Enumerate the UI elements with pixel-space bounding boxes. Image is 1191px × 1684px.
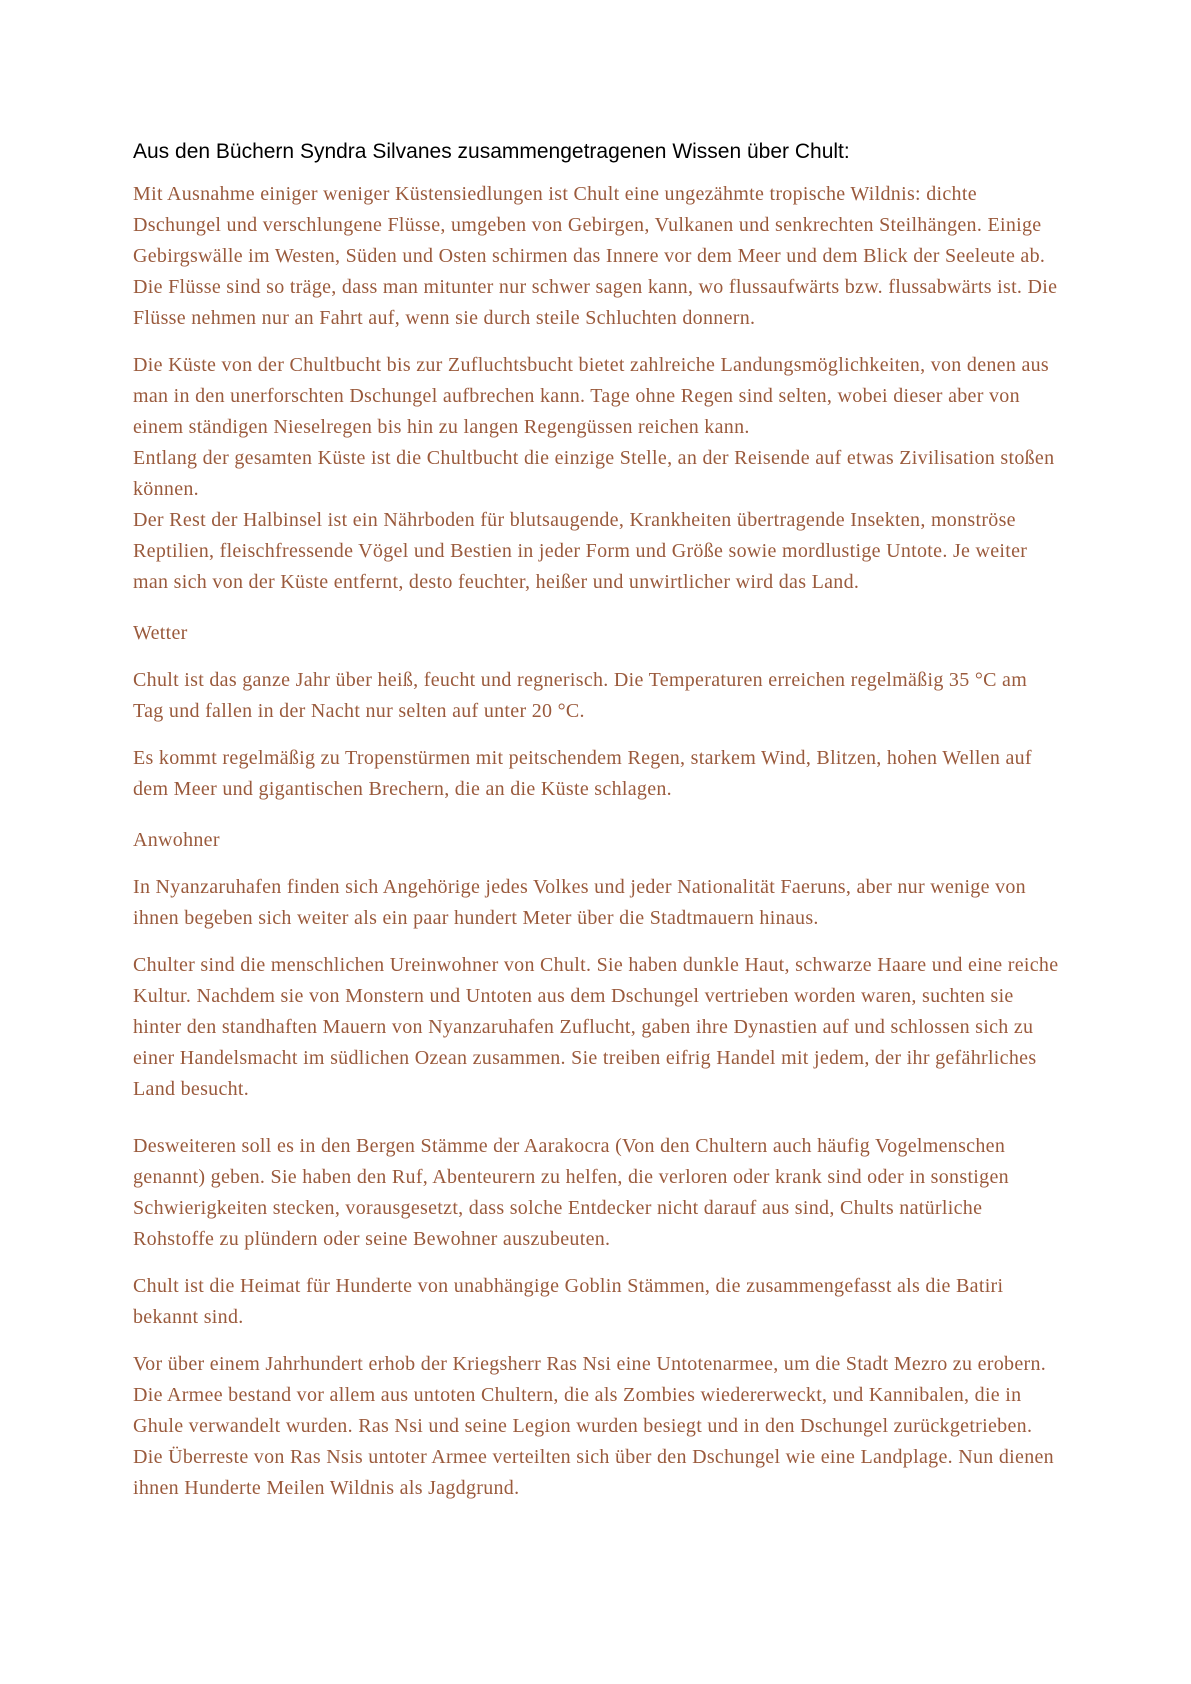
- paragraph-ras-nsi-army: Vor über einem Jahrhundert erhob der Kriegsherr Ras Nsi eine Untotenarmee, um die Stadt Mezro zu erobern. Die Armee bestand vor allem aus untoten Chultern, die als Zombies wiedererweckt, und Kannibalen, die in Ghule verwandelt wurden. Ras Nsi und seine Legion wurden besiegt und in den Dschungel zurückgetrieben. Die Überreste von Ras Nsis untoter Armee verteilten sich über den Dschungel wie eine Landplage. Nun dienen ihnen Hunderte Meilen Wildnis als Jagdgrund.: [133, 1353, 1054, 1500]
- paragraph-storms: Es kommt regelmäßig zu Tropenstürmen mit peitschendem Regen, starkem Wind, Blitzen, hohen Wellen auf dem Meer und gigantischen Brechern, die an die Küste schlagen.: [133, 747, 1032, 801]
- paragraph-temperatures: Chult ist das ganze Jahr über heiß, feucht und regnerisch. Die Temperaturen erreichen regelmäßig 35 °C am Tag und fallen in der Nacht nur selten auf unter 20 °C.: [133, 669, 1028, 723]
- paragraph-aarakocra: Desweiteren soll es in den Bergen Stämme der Aarakocra (Von den Chultern auch häufig Vogelmenschen genannt) geben. Sie haben den Ruf, Abenteurern zu helfen, die verloren oder krank sind oder in sonstigen Schwierigkeiten stecken, vorausgesetzt, dass solche Entdecker nicht darauf aus sind, Chults natürliche Rohstoffe zu plündern oder seine Bewohner auszubeuten.: [133, 1135, 1009, 1251]
- paragraph-chultbucht-civilisation: Entlang der gesamten Küste ist die Chultbucht die einzige Stelle, an der Reisende auf etwas Zivilisation stoßen können.: [133, 447, 1055, 501]
- paragraph-wilderness-overview: Mit Ausnahme einiger weniger Küstensiedlungen ist Chult eine ungezähmte tropische Wildnis: dichte Dschungel und verschlungene Flüsse, umgeben von Gebirgen, Vulkanen und senkrechten Steilhängen. Einige Gebirgswälle im Westen, Süden und Osten schirmen das Innere vor dem Meer und dem Blick der Seeleute ab. Die Flüsse sind so träge, dass man mitunter nur schwer sagen kann, wo flussaufwärts bzw. flussabwärts ist. Die Flüsse nehmen nur an Fahrt auf, wenn sie durch steile Schluchten donnern.: [133, 183, 1058, 330]
- paragraph-coast-landings: Die Küste von der Chultbucht bis zur Zufluchtsbucht bietet zahlreiche Landungsmöglichkeiten, von denen aus man in den unerforschten Dschungel aufbrechen kann. Tage ohne Regen sind selten, wobei dieser aber von einem ständigen Nieselregen bis hin zu langen Regengüssen reichen kann.: [133, 354, 1050, 439]
- paragraph-chulter-people: Chulter sind die menschlichen Ureinwohner von Chult. Sie haben dunkle Haut, schwarze Haare und eine reiche Kultur. Nachdem sie von Monstern und Untoten aus dem Dschungel vertrieben worden waren, suchten sie hinter den standhaften Mauern von Nyanzaruhafen Zuflucht, gaben ihre Dynastien auf und schlossen sich zu einer Handelsmacht im südlichen Ozean zusammen. Sie treiben eifrig Handel mit jedem, der ihr gefährliches Land besucht.: [133, 954, 1059, 1101]
- section-heading-anwohner: Anwohner: [133, 829, 220, 852]
- paragraph-peninsula-dangers: Der Rest der Halbinsel ist ein Nährboden für blutsaugende, Krankheiten übertragende Insekten, monströse Reptilien, fleischfressende Vögel und Bestien in jeder Form und Größe sowie mordlustige Untote. Je weiter man sich von der Küste entfernt, desto feuchter, heißer und unwirtlicher wird das Land.: [133, 509, 1028, 594]
- document-title: Aus den Büchern Syndra Silvanes zusammengetragenen Wissen über Chult:: [133, 140, 850, 163]
- section-heading-wetter: Wetter: [133, 622, 188, 645]
- paragraph-nyanzaruhafen: In Nyanzaruhafen finden sich Angehörige jedes Volkes und jeder Nationalität Faeruns, aber nur wenige von ihnen begeben sich weiter als ein paar hundert Meter über die Stadtmauern hinaus.: [133, 876, 1026, 930]
- paragraph-goblin-batiri: Chult ist die Heimat für Hunderte von unabhängige Goblin Stämmen, die zusammengefasst als die Batiri bekannt sind.: [133, 1275, 1004, 1329]
